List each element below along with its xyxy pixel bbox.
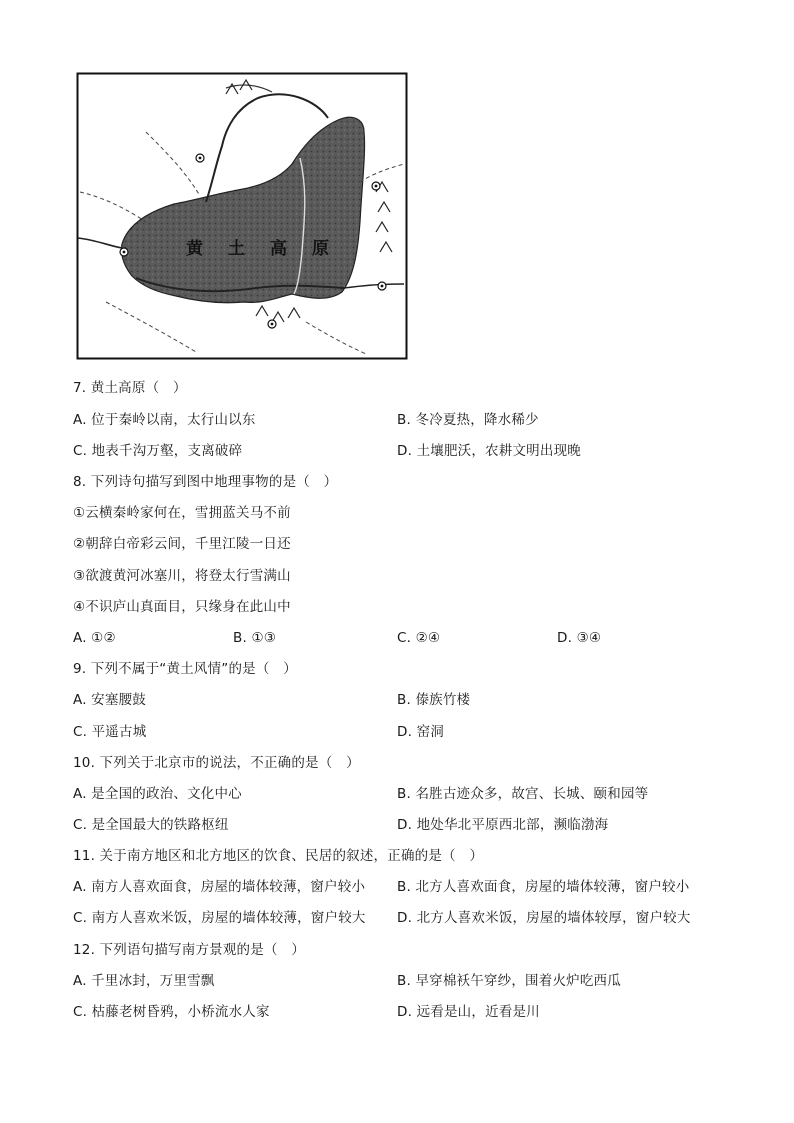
question-11-option-b[interactable]: B. 北方人喜欢面食，房屋的墙体较薄，窗户较小 <box>397 879 690 895</box>
map-label-char-3: 高 <box>270 239 287 259</box>
map-label-char-2: 土 <box>228 239 245 259</box>
question-9-stem: 9. 下列不属于“黄土风情”的是（ ） <box>73 661 297 677</box>
question-9-option-c[interactable]: C. 平遥古城 <box>73 724 147 740</box>
question-12-option-c[interactable]: C. 枯藤老树昏鸦，小桥流水人家 <box>73 1004 270 1020</box>
question-9-option-b[interactable]: B. 傣族竹楼 <box>397 692 471 708</box>
question-10-option-c[interactable]: C. 是全国最大的铁路枢纽 <box>73 817 229 833</box>
question-10-option-a[interactable]: A. 是全国的政治、文化中心 <box>73 786 242 802</box>
question-9-option-d[interactable]: D. 窑洞 <box>397 724 444 740</box>
question-7-option-c[interactable]: C. 地表千沟万壑，支离破碎 <box>73 443 243 459</box>
question-8-option-c[interactable]: C. ②④ <box>397 630 441 646</box>
question-12-option-d[interactable]: D. 远看是山，近看是川 <box>397 1004 540 1020</box>
question-12-stem: 12. 下列语句描写南方景观的是（ ） <box>73 942 306 958</box>
map-label-char-1: 黄 <box>186 239 203 259</box>
question-8-option-b[interactable]: B. ①③ <box>233 630 277 646</box>
question-7-stem: 7. 黄土高原（ ） <box>73 380 187 396</box>
question-11-stem: 11. 关于南方地区和北方地区的饮食、民居的叙述，正确的是（ ） <box>73 848 484 864</box>
question-10-option-b[interactable]: B. 名胜古迹众多，故宫、长城、颐和园等 <box>397 786 649 802</box>
question-11-option-a[interactable]: A. 南方人喜欢面食，房屋的墙体较薄，窗户较小 <box>73 879 366 895</box>
question-9-option-a[interactable]: A. 安塞腰鼓 <box>73 692 146 708</box>
question-8-statement-4: ④不识庐山真面目，只缘身在此山中 <box>73 599 291 615</box>
question-8-option-a[interactable]: A. ①② <box>73 630 116 646</box>
question-12-option-a[interactable]: A. 千里冰封，万里雪飘 <box>73 973 215 989</box>
question-10-stem: 10. 下列关于北京市的说法，不正确的是（ ） <box>73 755 360 771</box>
question-7-option-d[interactable]: D. 土壤肥沃，农耕文明出现晚 <box>397 443 581 459</box>
map-label-char-4: 原 <box>312 239 329 259</box>
question-11-option-c[interactable]: C. 南方人喜欢米饭，房屋的墙体较薄，窗户较大 <box>73 910 366 926</box>
question-12-option-b[interactable]: B. 早穿棉袄午穿纱，围着火炉吃西瓜 <box>397 973 621 989</box>
question-8-statement-2: ②朝辞白帝彩云间，千里江陵一日还 <box>73 536 291 552</box>
question-8-option-d[interactable]: D. ③④ <box>557 630 602 646</box>
loess-plateau-map <box>76 72 408 360</box>
question-10-option-d[interactable]: D. 地处华北平原西北部，濒临渤海 <box>397 817 609 833</box>
question-7-option-a[interactable]: A. 位于秦岭以南，太行山以东 <box>73 412 256 428</box>
question-7-option-b[interactable]: B. 冬冷夏热，降水稀少 <box>397 412 539 428</box>
question-8-statement-3: ③欲渡黄河冰塞川，将登太行雪满山 <box>73 568 291 584</box>
question-8-statement-1: ①云横秦岭家何在，雪拥蓝关马不前 <box>73 505 291 521</box>
question-8-stem: 8. 下列诗句描写到图中地理事物的是（ ） <box>73 474 338 490</box>
question-11-option-d[interactable]: D. 北方人喜欢米饭，房屋的墙体较厚，窗户较大 <box>397 910 691 926</box>
